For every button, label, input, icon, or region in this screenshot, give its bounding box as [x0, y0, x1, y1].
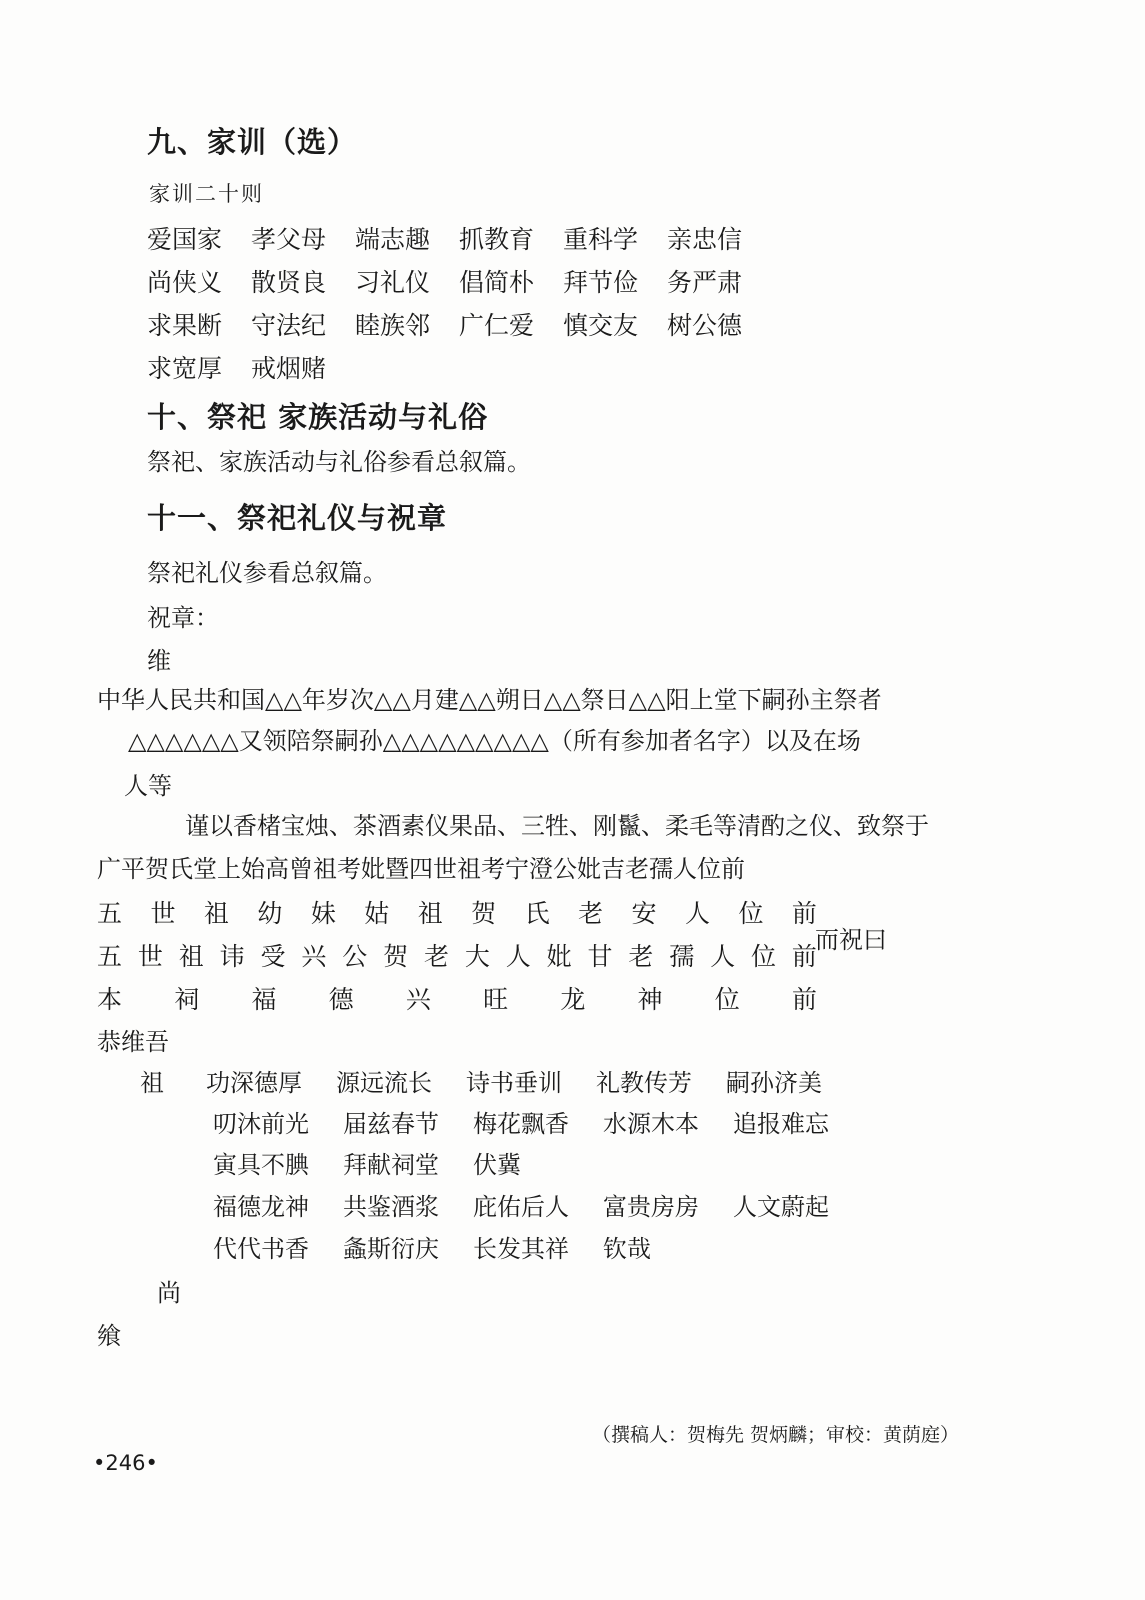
ancestor-row-1	[97, 894, 817, 930]
prayer-verse: 梅花飘香	[473, 1110, 569, 1138]
ancestor-char: 大	[464, 942, 490, 971]
prayer-verse: 诗书垂训	[466, 1069, 562, 1097]
prayer-verse: 富贵房房	[603, 1193, 699, 1221]
ancestor-char: 德	[328, 985, 354, 1014]
family-rule: 爱国家	[147, 225, 223, 254]
section-9-subtitle: 家训二十则	[149, 182, 264, 206]
ancestor-char: 妣	[546, 942, 572, 971]
prayer-line-4: 谨以香楮宝烛、茶酒素仪果品、三牲、刚鬣、柔毛等清酌之仪、致祭于	[185, 812, 929, 840]
ancestor-char: 氏	[524, 899, 550, 928]
prayer-line-5: 广平贺氏堂上始高曾祖考妣暨四世祖考宁澄公妣吉老孺人位前	[97, 855, 745, 883]
family-rules-row-3	[147, 306, 771, 342]
prayer-verse: 叨沐前光	[213, 1110, 309, 1138]
family-rule: 树公德	[667, 311, 743, 340]
section-11-title: 十一、祭祀礼仪与祝章	[147, 501, 448, 535]
ancestor-char: 福	[251, 985, 277, 1014]
family-rule: 求宽厚	[147, 354, 223, 383]
prayer-wei: 维	[147, 647, 171, 675]
section-9-title: 九、家训（选）	[147, 125, 358, 159]
ancestor-char: 幼	[257, 899, 283, 928]
ancestor-char: 人	[505, 942, 531, 971]
ancestor-char: 祠	[174, 985, 200, 1014]
family-rule: 睦族邻	[355, 311, 431, 340]
prayer-verse: 庇佑后人	[473, 1193, 569, 1221]
ancestor-char: 位	[751, 942, 777, 971]
ancestor-char: 龙	[560, 985, 586, 1014]
ancestor-char: 世	[150, 899, 176, 928]
ancestor-char: 姑	[364, 899, 390, 928]
ancestor-char: 贺	[383, 942, 409, 971]
family-rule: 守法纪	[251, 311, 327, 340]
prayer-verse: 礼教传芳	[596, 1069, 692, 1097]
prayer-verse: 共鉴酒浆	[343, 1193, 439, 1221]
family-rule: 倡简朴	[459, 268, 535, 297]
ancestor-char: 前	[791, 899, 817, 928]
prayer-verse: 追报难忘	[733, 1110, 829, 1138]
family-rule: 戒烟赌	[251, 354, 327, 383]
section-10-title: 十、祭祀 家族活动与礼俗	[147, 400, 489, 434]
prayer-xiang: 飨	[97, 1322, 121, 1350]
prayer-verse-row-5	[213, 1229, 733, 1264]
family-rule: 务严肃	[667, 268, 743, 297]
zhuzhang-label: 祝章：	[147, 604, 219, 632]
prayer-line-3: 人等	[124, 772, 172, 800]
ancestor-char: 妹	[310, 899, 336, 928]
prayer-shang: 尚	[157, 1279, 181, 1307]
ancestor-char: 老	[424, 942, 450, 971]
ancestor-char: 旺	[483, 985, 509, 1014]
family-rules-row-4	[147, 349, 355, 385]
ancestor-char: 前	[791, 942, 817, 971]
ancestor-char: 世	[137, 942, 163, 971]
prayer-verse: 寅具不腆	[213, 1151, 309, 1179]
family-rule: 孝父母	[251, 225, 327, 254]
ancestor-char: 人	[684, 899, 710, 928]
ancestor-char: 祖	[178, 942, 204, 971]
ancestor-char: 五	[97, 899, 123, 928]
ancestor-char: 本	[97, 985, 123, 1014]
ancestor-char: 讳	[219, 942, 245, 971]
family-rule: 抓教育	[459, 225, 535, 254]
author-credit: （撰稿人：贺梅先 贺炳麟；审校：黄荫庭）	[592, 1424, 960, 1446]
family-rules-row-1	[147, 220, 771, 256]
family-rule: 慎交友	[563, 311, 639, 340]
ancestor-char: 祖	[417, 899, 443, 928]
family-rule: 习礼仪	[355, 268, 431, 297]
family-rule: 重科学	[563, 225, 639, 254]
prayer-verse: 拜献祠堂	[343, 1151, 439, 1179]
prayer-verse: 伏冀	[473, 1151, 521, 1179]
ancestor-char: 兴	[301, 942, 327, 971]
prayer-zu: 祖	[140, 1069, 164, 1097]
ancestor-char: 前	[791, 985, 817, 1014]
ancestor-char: 老	[628, 942, 654, 971]
ancestor-char: 老	[578, 899, 604, 928]
family-rule: 尚侠义	[147, 268, 223, 297]
prayer-verse-row-1	[206, 1063, 856, 1098]
ancestor-char: 祖	[203, 899, 229, 928]
ancestor-char: 位	[738, 899, 764, 928]
family-rule: 亲忠信	[667, 225, 743, 254]
ancestor-char: 公	[342, 942, 368, 971]
prayer-verse: 人文蔚起	[733, 1193, 829, 1221]
section-10-body: 祭祀、家族活动与礼俗参看总叙篇。	[147, 448, 531, 476]
prayer-verse: 长发其祥	[473, 1235, 569, 1263]
prayer-verse: 功深德厚	[206, 1069, 302, 1097]
ancestor-row-2	[97, 937, 817, 973]
er-zhu-yue: 而祝曰	[815, 926, 887, 954]
page-number: •246•	[93, 1451, 158, 1475]
family-rule: 散贤良	[251, 268, 327, 297]
ancestor-char: 位	[714, 985, 740, 1014]
ancestor-char: 神	[637, 985, 663, 1014]
prayer-verse-row-4	[213, 1187, 863, 1222]
ancestor-char: 五	[97, 942, 123, 971]
prayer-line-1: 中华人民共和国△△年岁次△△月建△△朔日△△祭日△△阳上堂下嗣孙主祭者	[97, 686, 882, 714]
family-rules-row-2	[147, 263, 771, 299]
prayer-verse: 嗣孙济美	[726, 1069, 822, 1097]
section-11-body: 祭祀礼仪参看总叙篇。	[147, 559, 387, 587]
ancestor-char: 受	[260, 942, 286, 971]
family-rule: 广仁爱	[459, 311, 535, 340]
ancestor-char: 孺	[669, 942, 695, 971]
prayer-line-2: △△△△△△又领陪祭嗣孙△△△△△△△△△（所有参加者名字）以及在场	[128, 727, 861, 755]
ancestor-char: 甘	[587, 942, 613, 971]
family-rule: 拜节俭	[563, 268, 639, 297]
prayer-verse-row-3	[213, 1145, 603, 1180]
gong-wei-wu: 恭维吾	[97, 1028, 169, 1056]
ancestor-char: 兴	[405, 985, 431, 1014]
family-rule: 端志趣	[355, 225, 431, 254]
prayer-verse: 螽斯衍庆	[343, 1235, 439, 1263]
ancestor-char: 安	[631, 899, 657, 928]
ancestor-row-3	[97, 980, 817, 1016]
prayer-verse: 钦哉	[603, 1235, 651, 1263]
prayer-verse: 福德龙神	[213, 1193, 309, 1221]
prayer-verse: 届兹春节	[343, 1110, 439, 1138]
family-rule: 求果断	[147, 311, 223, 340]
prayer-verse: 水源木本	[603, 1110, 699, 1138]
ancestor-char: 人	[710, 942, 736, 971]
prayer-verse-row-2	[213, 1104, 863, 1139]
prayer-verse: 源远流长	[336, 1069, 432, 1097]
prayer-verse: 代代书香	[213, 1235, 309, 1263]
ancestor-char: 贺	[471, 899, 497, 928]
